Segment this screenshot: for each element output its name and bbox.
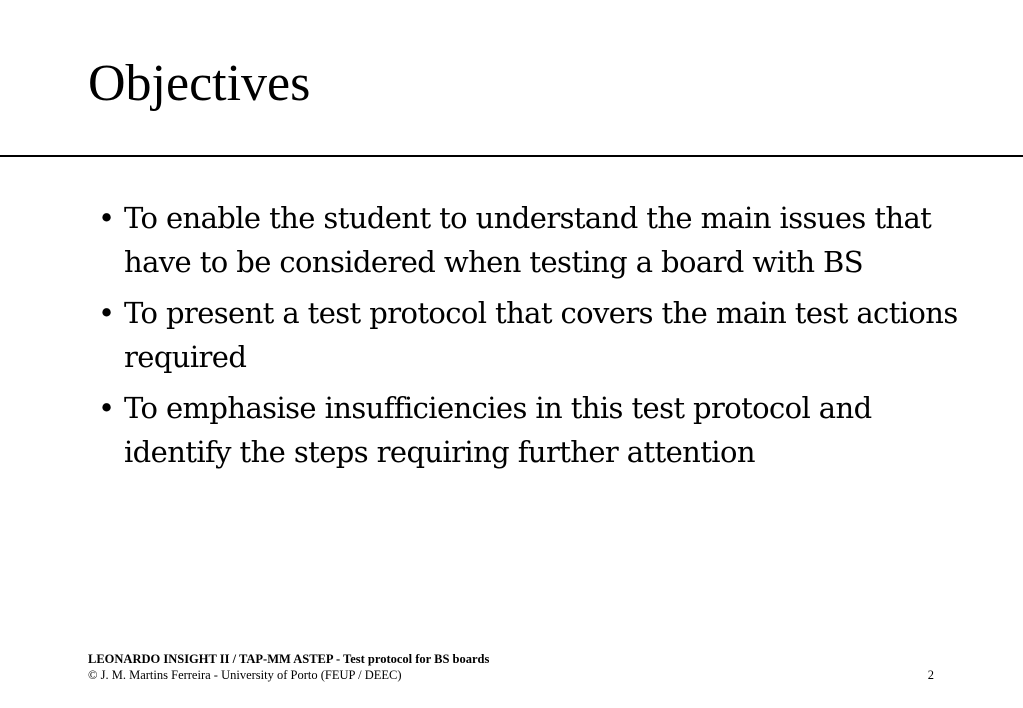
objective-text-2: To present a test protocol that covers the main test actions required [124, 296, 958, 374]
footer-course-title: LEONARDO INSIGHT II / TAP-MM ASTEP - Test protocol for BS boards [88, 652, 490, 666]
objective-text-1: To enable the student to understand the main issues that have to be considered when testing a board with BS [124, 201, 932, 279]
objective-item-3 [88, 387, 968, 474]
objective-item-2 [88, 292, 968, 379]
bullet-icon: • [98, 296, 115, 330]
objective-item-1 [88, 197, 968, 284]
bullet-icon: • [98, 201, 115, 235]
objectives-list [88, 197, 968, 482]
title-divider [0, 155, 1023, 157]
slide-title: Objectives [88, 55, 311, 112]
bullet-icon: • [98, 391, 115, 425]
footer-copyright: © J. M. Martins Ferreira - University of Porto (FEUP / DEEC) [88, 668, 402, 682]
page-number: 2 [927, 668, 934, 682]
objective-text-3: To emphasise insufficiencies in this test protocol and identify the steps requiring further attention [124, 391, 872, 469]
slide-footer [88, 651, 489, 683]
